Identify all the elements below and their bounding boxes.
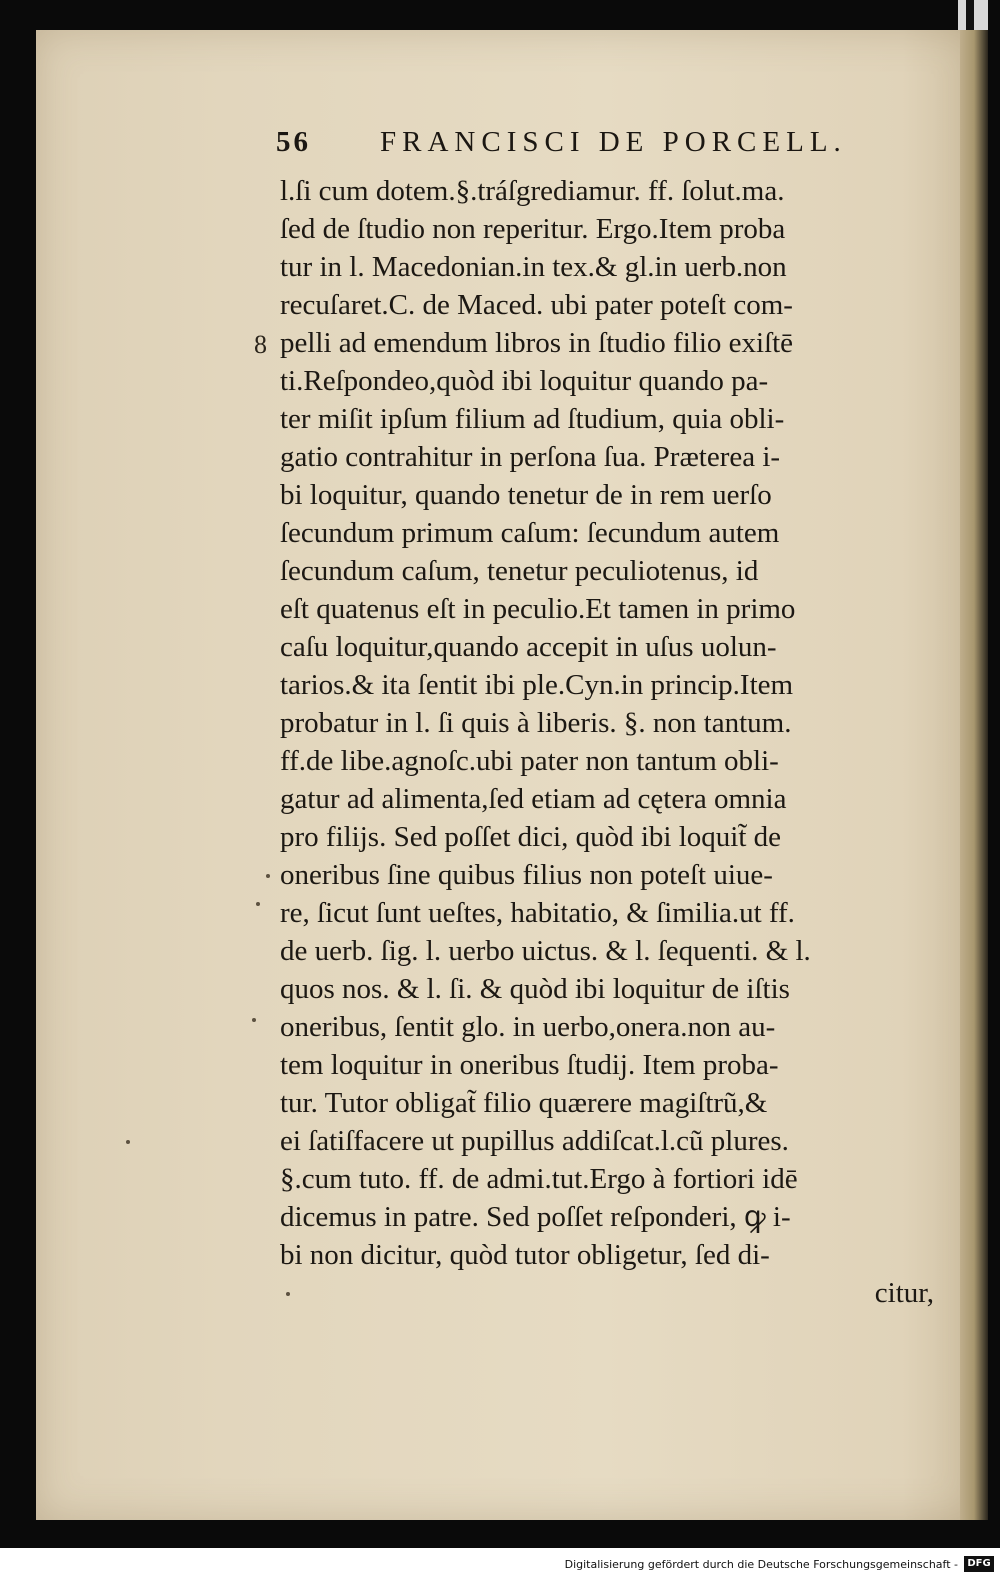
running-header: [276, 126, 936, 166]
digitization-footer: [0, 1548, 1000, 1582]
page-number: 56: [276, 126, 311, 158]
text-line: de uerb. ſig. l. uerbo uictus. & l. ſequenti. & l.: [280, 935, 811, 967]
text-line: dicemus in patre. Sed poſſet reſponderi, ꝙ i-: [280, 1201, 791, 1233]
text-line: re, ſicut ſunt ueſtes, habitatio, & ſimilia.ut ff.: [280, 897, 795, 929]
text-line: pelli ad emendum libros in ſtudio filio exiſtē: [280, 327, 794, 359]
text-line: gatio contrahitur in perſona ſua. Præterea i-: [280, 441, 781, 473]
text-line: tem loquitur in oneribus ſtudij. Item proba-: [280, 1049, 779, 1081]
text-line: ſecundum caſum, tenetur peculiotenus, id: [280, 555, 759, 587]
main-text-block: [280, 172, 940, 1312]
text-line: caſu loquitur,quando accepit in uſus uolun-: [280, 631, 777, 663]
paper-speck: [256, 902, 260, 906]
text-line: gatur ad alimenta,ſed etiam ad cętera omnia: [280, 783, 787, 815]
text-line: quos nos. & l. ſi. & quòd ibi loquitur de iſtis: [280, 973, 790, 1005]
text-line: ſecundum primum caſum: ſecundum autem: [280, 517, 780, 549]
text-line: oneribus ſine quibus filius non poteſt uiue-: [280, 859, 773, 891]
paper-speck: [126, 1140, 130, 1144]
text-line: ei ſatiſfacere ut pupillus addiſcat.l.cũ plures.: [280, 1125, 789, 1157]
text-line: bi non dicitur, quòd tutor obligetur, ſed di-: [280, 1239, 770, 1271]
paper-speck: [252, 1018, 256, 1022]
text-line: ſed de ſtudio non reperitur. Ergo.Item proba: [280, 213, 786, 245]
margin-marker: 8: [254, 330, 267, 359]
text-line: tarios.& ita ſentit ibi ple.Cyn.in princip.Item: [280, 669, 794, 701]
paper-speck: [266, 874, 270, 878]
text-line: bi loquitur, quando tenetur de in rem uerſo: [280, 479, 772, 511]
dfg-logo-icon: DFG: [964, 1556, 994, 1572]
text-line: oneribus, ſentit glo. in uerbo,onera.non au-: [280, 1011, 776, 1043]
text-line: tur in l. Macedonian.in tex.& gl.in uerb.non: [280, 251, 787, 283]
page-edge: [960, 30, 988, 1520]
text-line: ff.de libe.agnoſc.ubi pater non tantum obli-: [280, 745, 779, 777]
text-line: pro filijs. Sed poſſet dici, quòd ibi loquit̃ de: [280, 821, 782, 853]
text-line: §.cum tuto. ff. de admi.tut.Ergo à fortiori idē: [280, 1163, 798, 1195]
scan-top-bar: [966, 0, 974, 30]
funding-credit: Digitalisierung gefördert durch die Deutsche Forschungsgemeinschaft -: [564, 1558, 958, 1571]
text-line: tur. Tutor obligat̃ filio quærere magiſtrũ,&: [280, 1087, 768, 1119]
text-line: l.ſi cum dotem.§.tráſgrediamur. ff. ſolut.ma.: [280, 175, 785, 207]
text-line: probatur in l. ſi quis à liberis. §. non tantum.: [280, 707, 792, 739]
text-line: eſt quatenus eſt in peculio.Et tamen in primo: [280, 593, 796, 625]
catchword: citur,: [874, 1277, 934, 1309]
running-title: FRANCISCI DE PORCELL.: [380, 126, 847, 158]
text-line: ti.Reſpondeo,quòd ibi loquitur quando pa-: [280, 365, 769, 397]
text-line: recuſaret.C. de Maced. ubi pater poteſt com-: [280, 289, 793, 321]
text-line: ter miſit ipſum filium ad ſtudium, quia obli-: [280, 403, 785, 435]
